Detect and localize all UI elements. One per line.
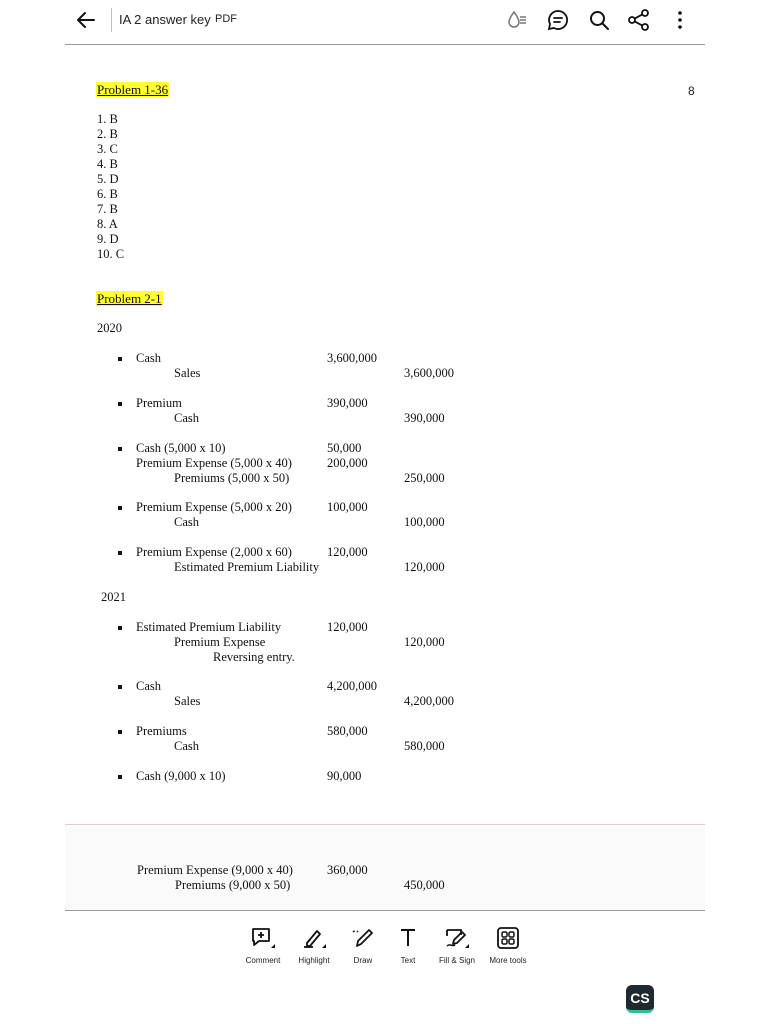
bullet-icon: [118, 447, 122, 451]
entry-account: Cash: [174, 515, 199, 529]
entry-debit: 90,000: [327, 769, 362, 783]
header-divider: [65, 44, 705, 45]
list-item: 9. D: [97, 232, 119, 246]
text-icon: [395, 926, 421, 950]
bullet-icon: [118, 685, 122, 689]
grid-icon: [495, 926, 521, 950]
bullet-icon: [118, 626, 122, 630]
list-item: 3. C: [97, 142, 118, 156]
problem-heading: Problem 1-36: [97, 82, 169, 97]
entry-note: Reversing entry.: [213, 650, 295, 664]
more-vert-icon[interactable]: [668, 8, 692, 32]
entry-account: Premium Expense (5,000 x 20): [136, 500, 292, 514]
document-title: IA 2 answer key: [119, 12, 211, 27]
year-label: 2021: [101, 590, 126, 604]
entry-account: Cash (5,000 x 10): [136, 441, 226, 455]
list-item: 10. C: [97, 247, 125, 261]
entry-account: Estimated Premium Liability: [136, 620, 282, 634]
list-item: 4. B: [97, 157, 118, 171]
entry-debit: 120,000: [327, 620, 368, 634]
list-item: 2. B: [97, 127, 118, 141]
entry-account: Premiums: [136, 724, 187, 738]
entry-account: Cash: [136, 351, 161, 365]
entry-credit: 390,000: [404, 411, 445, 425]
highlight-tool-button[interactable]: Highlight: [287, 926, 341, 965]
bullet-icon: [118, 402, 122, 406]
entry-credit: 450,000: [404, 878, 445, 892]
entry-account: Premium Expense (9,000 x 40): [137, 863, 293, 877]
entry-account: Cash (9,000 x 10): [136, 769, 226, 783]
year-label: 2020: [97, 321, 122, 335]
entry-account: Cash: [136, 679, 161, 693]
entry-account: Premiums (9,000 x 50): [175, 878, 291, 892]
fill-sign-tool-button[interactable]: Fill & Sign: [430, 926, 484, 965]
file-type-label: PDF: [215, 13, 237, 25]
share-icon[interactable]: [627, 8, 651, 32]
search-icon[interactable]: [587, 8, 611, 32]
pdf-page: [65, 46, 705, 824]
entry-debit: 580,000: [327, 724, 368, 738]
entry-credit: 580,000: [404, 739, 445, 753]
entry-account: Premium Expense (2,000 x 60): [136, 545, 292, 559]
list-item: 1. B: [97, 112, 118, 126]
entry-credit: 4,200,000: [404, 694, 454, 708]
bullet-icon: [118, 357, 122, 361]
list-item: 6. B: [97, 187, 118, 201]
entry-credit: 250,000: [404, 471, 445, 485]
read-aloud-icon[interactable]: [505, 8, 529, 32]
page-separator: [65, 824, 705, 825]
page-number: 8: [688, 84, 695, 98]
draw-tool-button[interactable]: Draw: [336, 926, 390, 965]
entry-account: Estimated Premium Liability: [174, 560, 320, 574]
entry-account: Premiums (5,000 x 50): [174, 471, 290, 485]
entry-account: Sales: [174, 366, 201, 380]
toolbar-divider: [65, 910, 705, 911]
entry-credit: 120,000: [404, 560, 445, 574]
bullet-icon: [118, 506, 122, 510]
back-arrow-icon[interactable]: [74, 8, 98, 32]
entry-credit: 3,600,000: [404, 366, 454, 380]
entry-debit: 200,000: [327, 456, 368, 470]
entry-debit: 3,600,000: [327, 351, 377, 365]
bullet-icon: [118, 775, 122, 779]
entry-account: Cash: [174, 739, 199, 753]
list-item: 7. B: [97, 202, 118, 216]
more-tools-button[interactable]: More tools: [481, 926, 535, 965]
comment-icon: [250, 926, 276, 950]
entry-account: Premium Expense: [174, 635, 266, 649]
comments-icon[interactable]: [546, 8, 570, 32]
list-item: 5. D: [97, 172, 119, 186]
highlight-icon: [301, 926, 327, 950]
entry-debit: 390,000: [327, 396, 368, 410]
text-tool-button[interactable]: Text: [381, 926, 435, 965]
draw-icon: [350, 926, 376, 950]
fill-sign-icon: [444, 926, 470, 950]
list-item: 8. A: [97, 217, 118, 231]
top-bar: [0, 0, 768, 44]
entry-debit: 50,000: [327, 441, 362, 455]
entry-credit: 120,000: [404, 635, 445, 649]
entry-account: Premium Expense (5,000 x 40): [136, 456, 292, 470]
title-divider: [111, 8, 112, 32]
entry-credit: 100,000: [404, 515, 445, 529]
entry-account: Sales: [174, 694, 201, 708]
camscanner-badge: CS: [626, 985, 654, 1013]
entry-account: Premium: [136, 396, 182, 410]
entry-account: Cash: [174, 411, 199, 425]
bullet-icon: [118, 730, 122, 734]
entry-debit: 360,000: [327, 863, 368, 877]
bullet-icon: [118, 551, 122, 555]
entry-debit: 4,200,000: [327, 679, 377, 693]
comment-tool-button[interactable]: Comment: [236, 926, 290, 965]
entry-debit: 120,000: [327, 545, 368, 559]
problem-heading: Problem 2-1: [97, 291, 162, 306]
entry-debit: 100,000: [327, 500, 368, 514]
